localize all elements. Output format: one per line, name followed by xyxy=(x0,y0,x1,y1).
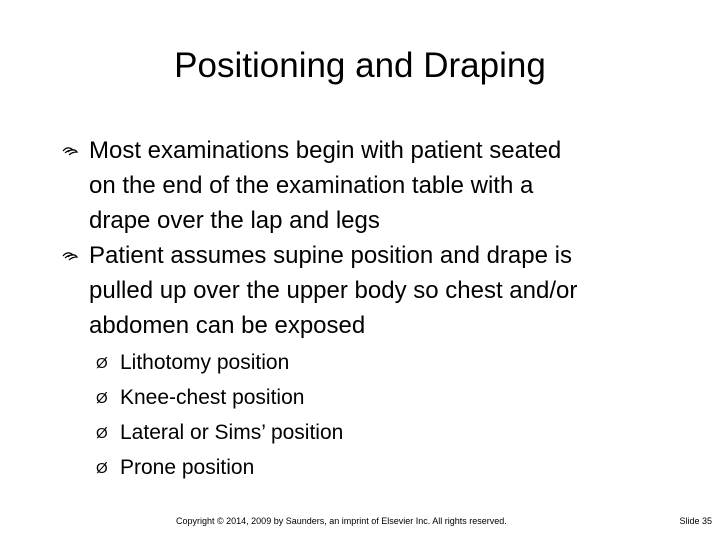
sub-bullet-list xyxy=(96,345,343,485)
sub-bullet-text: Prone position xyxy=(120,456,255,479)
slide-number: Slide 35 xyxy=(679,516,712,526)
arrow-bullet-icon: Ø xyxy=(96,355,108,372)
arrow-bullet-icon: Ø xyxy=(96,460,108,477)
sub-bullet-item xyxy=(96,415,343,450)
arrow-bullet-icon: Ø xyxy=(96,390,108,407)
bullet-line: abdomen can be exposed xyxy=(89,312,366,339)
leaf-bullet-icon xyxy=(62,251,78,261)
bullet-item-1 xyxy=(62,133,682,238)
bullet-line: on the end of the examination table with a xyxy=(89,172,534,199)
bullet-item-2 xyxy=(62,238,682,343)
sub-bullet-item xyxy=(96,450,343,485)
slide-title: Positioning and Draping xyxy=(174,46,546,85)
bullet-line: Most examinations begin with patient seated xyxy=(89,137,562,164)
copyright-footer: Copyright © 2014, 2009 by Saunders, an imprint of Elsevier Inc. All rights reserved. xyxy=(176,516,507,526)
sub-bullet-text: Lithotomy position xyxy=(120,351,290,374)
arrow-bullet-icon: Ø xyxy=(96,425,108,442)
bullet-line: Patient assumes supine position and drape is xyxy=(89,242,572,269)
sub-bullet-text: Lateral or Sims’ position xyxy=(120,421,344,444)
bullet-list xyxy=(62,133,682,343)
sub-bullet-text: Knee-chest position xyxy=(120,386,305,409)
bullet-line: drape over the lap and legs xyxy=(89,207,380,234)
bullet-line: pulled up over the upper body so chest and/or xyxy=(89,277,578,304)
sub-bullet-item xyxy=(96,345,343,380)
sub-bullet-item xyxy=(96,380,343,415)
leaf-bullet-icon xyxy=(62,146,78,156)
